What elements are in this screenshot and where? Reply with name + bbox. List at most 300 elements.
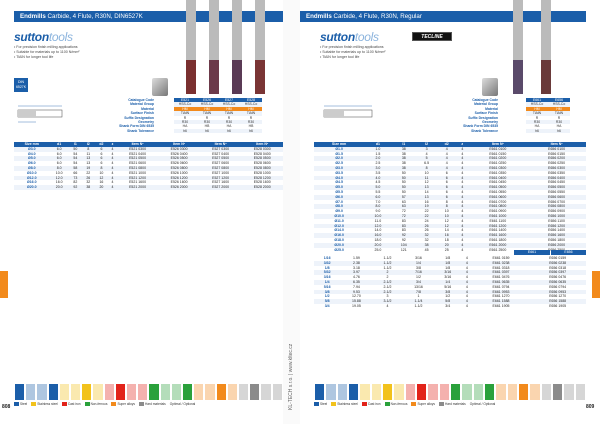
table-cell: 2 [386,275,389,280]
spec-value: R30 [240,120,262,124]
table-cell: 63 [401,199,406,204]
table-cell: 58 [69,166,82,171]
legend-swatch [331,402,336,406]
table-cell: 3-1/2 [373,299,403,304]
table-cell: 92 [401,238,406,243]
application-cell [193,383,204,401]
spec-label: Shank Form DIN 6535 [463,124,498,129]
spec-label: Shank Tolerance [471,128,498,133]
application-cell [563,383,574,401]
table-cell: 4 [465,294,468,299]
legend-item [85,402,108,406]
table-cell: E661 0159 [492,256,510,261]
legend-item [139,402,166,406]
spec-value: h6 [240,129,262,133]
table-cell: Ø10.0 [314,214,364,219]
page-title: Endmills Carbide, 4 Flute, R30N, DIN6527K [14,11,283,22]
table-cell: 3/8 [314,290,340,295]
table-cell: 3/4 [445,304,451,309]
spec-value: R30 [218,120,240,124]
legend-item [31,402,58,406]
legend [14,402,283,406]
table-cell: 20 [95,185,108,190]
tool-drawing [320,96,380,134]
spec-value: HM [196,107,218,111]
table-cell: E661 0350 [489,170,507,175]
table-cell: 3/16 [415,256,422,261]
column-header: Item Nº [468,142,527,147]
section-tab [0,271,8,298]
table-cell: E656 0800 [527,204,586,209]
table-cell: 22 [86,170,91,175]
table-cell: 26 [424,228,429,233]
table-cell: E661 0450 [489,180,507,185]
spec-value: R [196,116,218,120]
application-cell [382,383,393,401]
legend-item [439,402,466,406]
table-cell: E528 2000 [241,185,283,190]
legend-swatch [439,402,444,406]
table-cell: 8 [95,166,108,171]
table-cell: E656 0500 [527,185,586,190]
table-cell: 3/8 [416,265,421,270]
application-cell [115,383,126,401]
table-cell: 16 [437,233,456,238]
table-cell: 6 [95,156,108,161]
table-cell: E656 1100 [548,218,565,223]
table-cell: 19 [416,204,437,209]
table-cell: E528 1000 [253,170,271,175]
feature-item: • Suitable for materials up to 1100 N/mm² [14,50,80,54]
application-cell [518,383,529,401]
table-cell: 3/16 [444,275,452,280]
table-cell: 19.05 [352,304,361,309]
table-cell: E656 0400 [527,176,586,181]
table-cell: 4 [456,176,468,181]
table-cell: E521 1000 [129,170,147,175]
table-cell: E661 1800 [489,238,507,243]
table-cell: 63 [392,204,416,209]
legend-label: Optimal / Optional [469,402,496,406]
spec-label: Material [485,106,498,111]
table-cell: Ø2.0 [314,156,364,161]
table-cell: E526 0500 [158,156,200,161]
table-cell: E656 1200 [527,224,586,229]
table-cell: E661 0150 [489,151,507,156]
tool-drawing [14,96,69,134]
table-cell: Ø1.0 [314,147,364,152]
column-header: l2 [416,142,437,147]
table-cell: E521 0800 [117,166,159,171]
table-cell: 3/16 [323,275,331,280]
table-cell: E528 0800 [241,166,283,171]
table-cell: E521 0300 [117,147,159,152]
table-cell: E661 0635 [473,280,530,285]
application-cell [371,383,382,401]
table-cell: Ø4.0 [314,176,364,181]
table-cell: 3/8 [435,290,461,295]
table-cell: E656 0318 [549,265,567,270]
table-cell: 4 [108,156,117,161]
table-cell: 4 [461,290,473,295]
table-cell: 4 [456,147,468,152]
table-cell: 5.0 [364,185,391,190]
table-cell: E661 0800 [468,204,527,209]
table-cell: Ø20.0 [14,185,50,190]
table-cell: 4 [461,199,464,204]
legend-item [111,402,135,406]
spec-value: h6 [196,129,218,133]
spec-value: TiAlN [548,111,570,115]
table-cell: 121 [400,247,407,252]
legend-item [314,402,327,406]
table-cell: 3 [386,294,389,299]
table-cell: 20.0 [50,185,69,190]
legend-label: Super alloys [417,402,435,406]
table-cell: 4 [461,299,473,304]
table-cell: 6.0 [56,161,62,166]
table-cell: 22 [424,209,429,214]
table-cell: E521 0600 [129,161,147,166]
table-cell: 1-1/2 [373,261,403,266]
spec-value: TiAlN [196,111,218,115]
feature-list [14,45,80,60]
legend-swatch [314,402,319,406]
legend-label: Steel [20,402,28,406]
application-cell [148,383,159,401]
table-cell: 4 [111,161,114,166]
table-cell: 7.94 [353,284,360,289]
table-cell: E656 1000 [527,214,586,219]
spec-value: HB [196,124,218,128]
spec-value: TiAlN [174,111,196,115]
table-cell: E526 0600 [170,161,188,166]
spec-block [96,98,262,133]
table-cell: 12 [95,176,108,181]
spec-value: HA [218,124,240,128]
table-cell: 38 [392,147,416,152]
table-cell: 83 [401,218,406,223]
table-cell: 12.0 [364,224,391,229]
table-cell: Ø2.5 [335,161,343,166]
table-cell: E526 0800 [158,166,200,171]
spec-column [218,98,240,133]
table-cell: E527 0600 [212,161,230,166]
tecline-logo: TECLINE [412,32,452,41]
table-cell: Ø4.0 [27,151,36,156]
column-header: Item Nº [241,142,283,147]
table-cell: 4 [465,265,468,270]
table-cell: 50 [69,147,82,152]
column-header: Item Nº [158,142,200,147]
table-cell: E661 0238 [473,261,530,266]
table-cell: E656 0250 [548,161,566,166]
table-cell: 8.0 [50,166,69,171]
table-cell: E528 1200 [241,176,283,181]
spec-block [440,98,570,133]
feature-item: • For precision finish milling applications [320,45,384,49]
spec-value: HB [240,124,262,128]
table-cell: 6 [445,190,448,195]
spec-value: HA [174,124,196,128]
table-cell: 3 [416,147,437,152]
spec-value: h6 [548,129,570,133]
application-cell [48,383,59,401]
din-badge: DIN 6527K [14,78,28,92]
table-cell: 4 [111,151,114,156]
table-cell: 66 [73,170,78,175]
table-cell: 12 [444,218,449,223]
table-cell: 15.88 [340,299,372,304]
left-page [0,0,283,424]
table-cell: 1 [417,294,420,299]
column-header: Size mm [314,142,364,147]
table-cell: E661 0600 [468,195,527,200]
table-cell: 50 [401,180,406,185]
legend-label: Non-ferrous [390,402,408,406]
table-cell: 38 [392,156,416,161]
table-cell: 4 [456,156,468,161]
table-cell: 4 [461,180,464,185]
table-cell: 10 [444,209,449,214]
legend-item [362,402,381,406]
product-table [14,142,283,190]
table-cell: 4 [461,280,473,285]
table-cell: 14 [424,190,429,195]
table-cell: 1/8 [445,265,451,270]
inch-section-header: E656 [551,250,586,255]
table-cell: E528 0300 [241,147,283,152]
page-number: 809 [586,404,595,410]
application-cell [59,383,70,401]
table-cell: 4 [461,247,464,252]
table-cell: 5/8 [314,299,340,304]
table-cell: E526 1200 [158,176,200,181]
table-cell: 1-1/2 [383,256,392,261]
spec-value: HM [174,107,196,111]
application-cell [541,383,552,401]
spec-value: E527 [218,98,240,102]
application-cell [126,383,137,401]
table-cell: 4 [456,185,468,190]
table-cell: 38 [416,243,437,248]
table-cell: E527 0400 [212,151,230,156]
table-cell: 4 [461,238,464,243]
iso-grid [314,383,586,401]
table-cell: 1/4 [435,280,461,285]
table-cell: 72 [401,209,406,214]
table-cell: 50 [392,176,416,181]
table-cell: 4 [386,304,389,309]
table-cell: 45 [424,247,429,252]
table-cell: Ø6.0 [27,161,36,166]
table-cell: 3/16 [435,270,461,275]
table-cell: 3.5 [375,170,381,175]
spec-value: HSS-Co [174,102,196,106]
table-cell: 38 [392,166,416,171]
table-cell: Ø18.0 [334,238,344,243]
brand-logo: suttontools [14,30,73,44]
side-text: KL-TECH s.r.o. | www.kltec.cz [288,343,294,410]
table-cell: E656 0550 [548,190,566,195]
application-cell [14,383,25,401]
table-cell: E656 0635 [529,280,586,285]
table-cell: 4 [445,161,448,166]
table-cell: 13 [416,185,437,190]
column-header: Item Nº [200,142,242,147]
table-cell: E528 1600 [253,180,271,185]
table-cell: 11.0 [374,218,382,223]
application-cell [137,383,148,401]
spec-column [240,98,262,133]
spec-value: E521 [174,98,196,102]
tool-tip-icon [482,78,498,96]
table-cell: E661 0100 [468,147,527,152]
table-cell: Ø20.0 [314,243,364,248]
table-cell: 6 [100,161,103,166]
table-cell: E527 0500 [200,156,242,161]
application-cell [204,383,215,401]
table-cell: 7.0 [375,199,381,204]
table-row [14,185,283,190]
application-cell [495,383,506,401]
table-cell: Ø16.0 [26,180,37,185]
table-cell: 82 [73,180,78,185]
spec-value: R [240,116,262,120]
application-cell [160,383,171,401]
inch-table [314,256,586,309]
table-cell: 54 [69,156,82,161]
feature-item: • TiAlN for longer tool life [320,55,360,59]
table-cell: 4 [108,185,117,190]
spec-value: h6 [526,129,548,133]
table-cell: E656 0476 [549,275,567,280]
table-cell: E527 1600 [212,180,230,185]
spec-column [526,98,548,133]
legend-label: Stainless steel [37,402,58,406]
table-cell: 16 [424,199,429,204]
table-cell: 13 [82,156,95,161]
spec-value: R30 [548,120,570,124]
table-cell: 24 [424,218,429,223]
endmill-image [232,0,242,94]
table-cell: 1-1/2 [414,304,423,309]
table-cell: 22 [416,214,437,219]
table-cell: 7/8 [402,290,434,295]
table-cell: 4 [461,218,464,223]
spec-value: R30 [174,120,196,124]
spec-value: h6 [174,129,196,133]
table-cell: 11 [86,151,91,156]
legend-item [385,402,408,406]
legend-label: Hard materials [144,402,166,406]
table-cell: 4 [461,261,473,266]
spec-column [548,98,570,133]
legend [314,402,586,406]
table-cell: 2 [373,270,403,275]
spec-value: HSS-Co [548,102,570,106]
spec-value: R [526,116,548,120]
table-cell: 6 [437,185,456,190]
spec-value: HM [548,107,570,111]
spec-value: E528 [240,98,262,102]
application-cell [393,383,404,401]
table-cell: E656 1400 [548,228,566,233]
column-header: d2 [95,142,108,147]
table-cell: E528 0500 [241,156,283,161]
table-cell: 1/2 [445,294,451,299]
table-cell: 4 [456,233,468,238]
table-cell: Ø14.0 [334,228,344,233]
table-cell: 16.0 [55,180,63,185]
column-header: z [456,142,468,147]
table-cell: 3.0 [364,166,391,171]
table-cell: Ø25.0 [334,247,344,252]
table-cell: E656 0794 [549,284,567,289]
table-cell: E526 2000 [158,185,200,190]
table-cell: E661 0397 [473,270,530,275]
feature-item: • TiAlN for longer tool life [14,55,54,59]
table-cell: 6.0 [50,147,69,152]
column-header: Size mm [14,142,50,147]
spec-value: R30 [526,120,548,124]
table-cell: 32 [86,180,91,185]
table-cell: 25 [444,247,449,252]
spec-value: HSS-Co [526,102,548,106]
application-grid [14,383,283,408]
application-cell [325,383,336,401]
table-cell: Ø16.0 [314,233,364,238]
table-cell: 4 [108,147,117,152]
product-images [505,0,565,96]
table-cell: Ø3.0 [14,147,50,152]
table-cell: E656 0200 [527,156,586,161]
table-cell: E661 0550 [489,190,507,195]
table-cell: 6 [437,176,456,181]
table-cell: E521 0400 [129,151,147,156]
table-cell: 1.5 [375,151,381,156]
table-cell: E656 1270 [549,294,567,299]
table-cell: E656 1588 [529,299,586,304]
table-cell: E527 1000 [212,170,230,175]
table-cell: 6 [445,180,448,185]
table-cell: 8 [437,204,456,209]
table-cell: E656 1800 [548,238,566,243]
table-cell: 14.0 [374,228,382,233]
table-cell: 8.0 [364,204,391,209]
table-cell: 6.0 [56,151,62,156]
product-table [314,142,586,252]
legend-swatch [139,402,144,406]
table-cell: 4 [461,190,464,195]
table-cell: 6.0 [364,195,391,200]
table-cell: 8 [445,199,448,204]
table-cell: E521 1600 [129,180,147,185]
table-cell: 2.0 [364,156,391,161]
table-cell: 92 [69,185,82,190]
table-cell: 4 [445,151,448,156]
application-cell [70,383,81,401]
spec-value: E661 [526,98,548,102]
application-cell [260,383,271,401]
table-cell: E656 0300 [527,166,586,171]
legend-label: Cast iron [367,402,381,406]
table-cell: 50 [401,170,406,175]
spec-value: TiAlN [240,111,262,115]
table-cell: 4 [425,151,428,156]
application-cell [575,383,586,401]
table-cell: 1.59 [353,256,360,261]
